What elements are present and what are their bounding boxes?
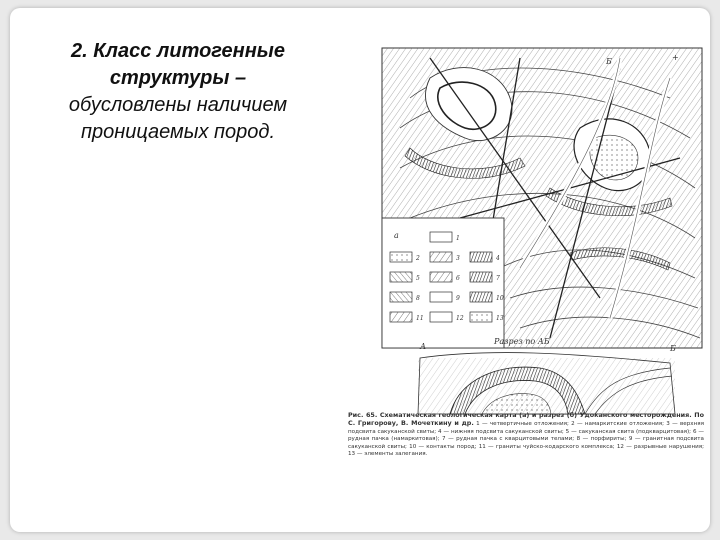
title-line-4: проницаемых пород.: [80, 121, 276, 143]
legend-num: 11: [416, 315, 424, 322]
caption-lead: Рис. 65. Схематическая геологическая карта (а) и разрез (б) Удоканского месторождения. По С. Григорову, В. Мочеткину и др.: [348, 411, 704, 428]
title-line-1: 2. Класс литогенные: [71, 40, 285, 62]
legend-num: 5: [416, 275, 420, 282]
legend-num: 6: [456, 275, 460, 282]
legend-num: 1: [456, 235, 460, 242]
map-point-b: Б: [606, 57, 612, 66]
title-line-3: обусловлены наличием: [68, 94, 288, 116]
legend-num: 13: [496, 315, 504, 322]
map-label-a: а: [394, 231, 399, 240]
legend-num: 4: [496, 255, 500, 262]
legend-num: 8: [416, 295, 420, 302]
legend-num: 10: [496, 295, 504, 302]
section-point-a: А: [420, 342, 427, 351]
section-point-b: Б: [670, 344, 676, 353]
legend-num: 3: [456, 255, 460, 262]
title-line-2: структуры –: [109, 67, 247, 89]
legend-num: 12: [456, 315, 464, 322]
section-label: Разрез по АБ: [494, 337, 550, 346]
legend-num: 7: [496, 275, 500, 282]
figure-caption: [348, 412, 704, 458]
caption-body: 1 — четвертичные отложения; 2 — намаркитские отложения; 3 — верхняя подсвита сакуканской свиты; 4 — нижняя подсвита сакуканской свиты; 5 — сакуканская свита (подкварцитовая); 6 — рудная пачка (намаркитовая); 7 — рудная пачка с кварцитовыми телами; 8 — порфириты; 9 — гранитная подсвита сакуканской свиты; 10 — контакты пород; 11 — граниты чуйско-кодарского комплекса; 12 — разрывные нарушения; 13 — элементы залегания.: [348, 421, 704, 458]
slide-title: [28, 38, 328, 146]
legend-num: 2: [416, 255, 420, 262]
slide: [10, 8, 710, 532]
cross-section: [418, 353, 675, 414]
legend-num: 9: [456, 295, 460, 302]
map-point-plus: +: [672, 53, 679, 62]
